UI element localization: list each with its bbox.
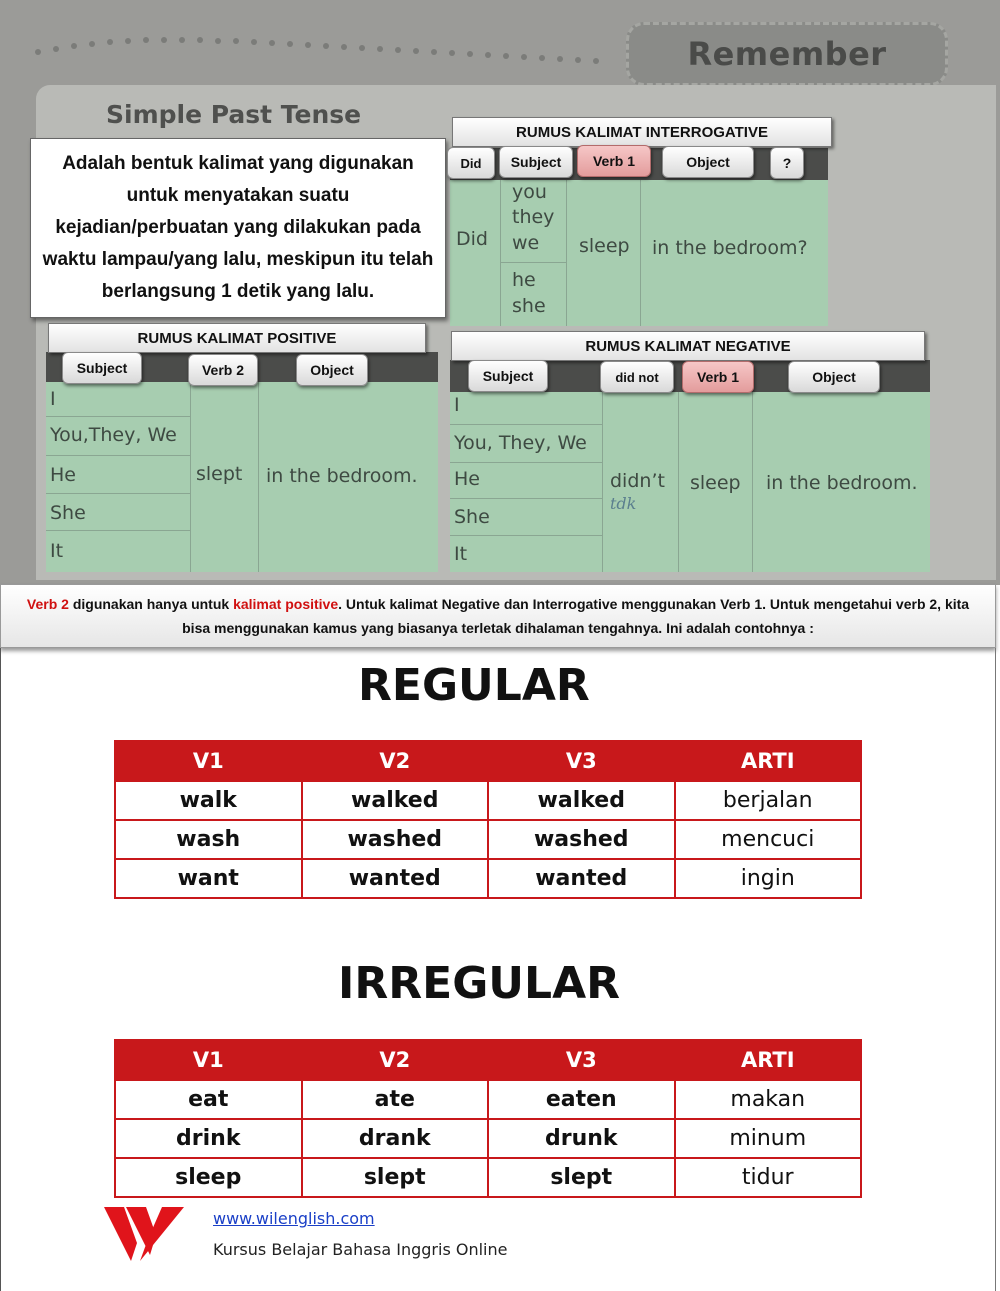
irregular-table [114, 1039, 862, 1198]
column-header: V2 [302, 741, 489, 781]
regular-title: REGULAR [358, 660, 590, 711]
chip-object: Object [788, 361, 880, 393]
interrogative-title: RUMUS KALIMAT INTERROGATIVE [452, 117, 832, 147]
note-text: . Untuk kalimat Negative dan Interrogative menggunakan Verb 1. Untuk mengetahui verb 2, kita bisa menggunakan kamus yang biasanya terletak dihalaman tengahnya. Ini adalah contohnya : [182, 596, 970, 636]
tagline: Kursus Belajar Bahasa Inggris Online [213, 1240, 508, 1259]
table-cell: wanted [488, 859, 675, 898]
negative-object: in the bedroom. [766, 472, 918, 494]
table-cell: walked [488, 781, 675, 820]
negative-subject: He [454, 468, 480, 490]
interrogative-subject: you [512, 181, 547, 203]
chip-did-not: did not [600, 361, 674, 393]
table-row [115, 859, 861, 898]
wilenglish-logo-icon [104, 1205, 186, 1263]
interrogative-verb: sleep [579, 235, 630, 257]
table-cell: wash [115, 820, 302, 859]
table-header-row [115, 1040, 861, 1080]
table-cell: mencuci [675, 820, 862, 859]
chip-object: Object [296, 354, 368, 386]
interrogative-object: in the bedroom? [652, 237, 808, 259]
definition-text: Adalah bentuk kalimat yang digunakan untuk menyatakan suatu kejadian/perbuatan yang dilakukan pada waktu lampau/yang lalu, meskipun itu telah berlangsung 1 detik yang lalu. [42, 153, 434, 302]
chip-subject: Subject [468, 360, 548, 392]
chip-object: Object [662, 146, 754, 178]
interrogative-subject: he [512, 269, 536, 291]
positive-subject: You,They, We [50, 424, 177, 446]
chip-subject: Subject [62, 352, 142, 384]
table-cell: tidur [675, 1158, 862, 1197]
table-cell: want [115, 859, 302, 898]
verb2-note [0, 584, 996, 648]
table-cell: drank [302, 1119, 489, 1158]
handwritten-note: tdk [610, 494, 637, 513]
table-cell: makan [675, 1080, 862, 1119]
note-positive: kalimat positive [233, 596, 339, 612]
table-cell: drink [115, 1119, 302, 1158]
negative-aux: didn’t [610, 470, 665, 492]
table-cell: slept [302, 1158, 489, 1197]
table-row [115, 781, 861, 820]
interrogative-subject: we [512, 232, 540, 254]
table-row [115, 820, 861, 859]
chip-subject: Subject [499, 146, 573, 178]
irregular-title: IRREGULAR [338, 958, 621, 1009]
column-header: V1 [115, 1040, 302, 1080]
table-cell: minum [675, 1119, 862, 1158]
positive-title: RUMUS KALIMAT POSITIVE [48, 323, 426, 353]
negative-subject: She [454, 506, 490, 528]
table-cell: ate [302, 1080, 489, 1119]
column-header: V1 [115, 741, 302, 781]
table-row [115, 1080, 861, 1119]
column-header: ARTI [675, 741, 862, 781]
column-header: V3 [488, 1040, 675, 1080]
page-border [995, 648, 996, 1291]
negative-verb: sleep [690, 472, 741, 494]
chip-verb2: Verb 2 [188, 354, 258, 386]
dotted-decoration [30, 32, 620, 72]
table-cell: washed [302, 820, 489, 859]
table-cell: slept [488, 1158, 675, 1197]
regular-table [114, 740, 862, 899]
note-verb2: Verb 2 [26, 596, 69, 612]
table-header-row [115, 741, 861, 781]
interrogative-subject: they [512, 206, 555, 228]
positive-subject: It [50, 540, 64, 562]
table-cell: washed [488, 820, 675, 859]
textbook-photo [0, 0, 1000, 585]
positive-subject: He [50, 464, 76, 486]
column-header: ARTI [675, 1040, 862, 1080]
chip-question-mark: ? [770, 147, 804, 179]
positive-verb: slept [196, 463, 243, 485]
table-cell: walk [115, 781, 302, 820]
negative-subject: I [454, 394, 460, 416]
table-cell: wanted [302, 859, 489, 898]
chip-verb1: Verb 1 [682, 361, 754, 393]
definition-box [30, 138, 446, 318]
page-border [0, 648, 1, 1291]
table-cell: eat [115, 1080, 302, 1119]
positive-subject: She [50, 502, 86, 524]
chip-verb1: Verb 1 [577, 145, 651, 177]
table-cell: berjalan [675, 781, 862, 820]
section-title: Simple Past Tense [106, 100, 362, 129]
column-header: V3 [488, 741, 675, 781]
table-row [115, 1158, 861, 1197]
positive-subject: I [50, 388, 56, 410]
table-cell: drunk [488, 1119, 675, 1158]
table-cell: ingin [675, 859, 862, 898]
note-text: digunakan hanya untuk [68, 596, 234, 612]
website-link[interactable]: www.wilenglish.com [213, 1209, 375, 1228]
negative-title: RUMUS KALIMAT NEGATIVE [451, 331, 925, 361]
interrogative-subject: she [512, 295, 546, 317]
positive-object: in the bedroom. [266, 465, 418, 487]
chip-did: Did [447, 147, 495, 179]
column-header: V2 [302, 1040, 489, 1080]
table-row [115, 1119, 861, 1158]
table-cell: walked [302, 781, 489, 820]
remember-banner [626, 22, 948, 86]
negative-subject: You, They, We [454, 432, 587, 454]
table-cell: eaten [488, 1080, 675, 1119]
remember-label: Remember [687, 35, 887, 73]
negative-subject: It [454, 543, 468, 565]
table-cell: sleep [115, 1158, 302, 1197]
interrogative-aux: Did [456, 228, 488, 250]
